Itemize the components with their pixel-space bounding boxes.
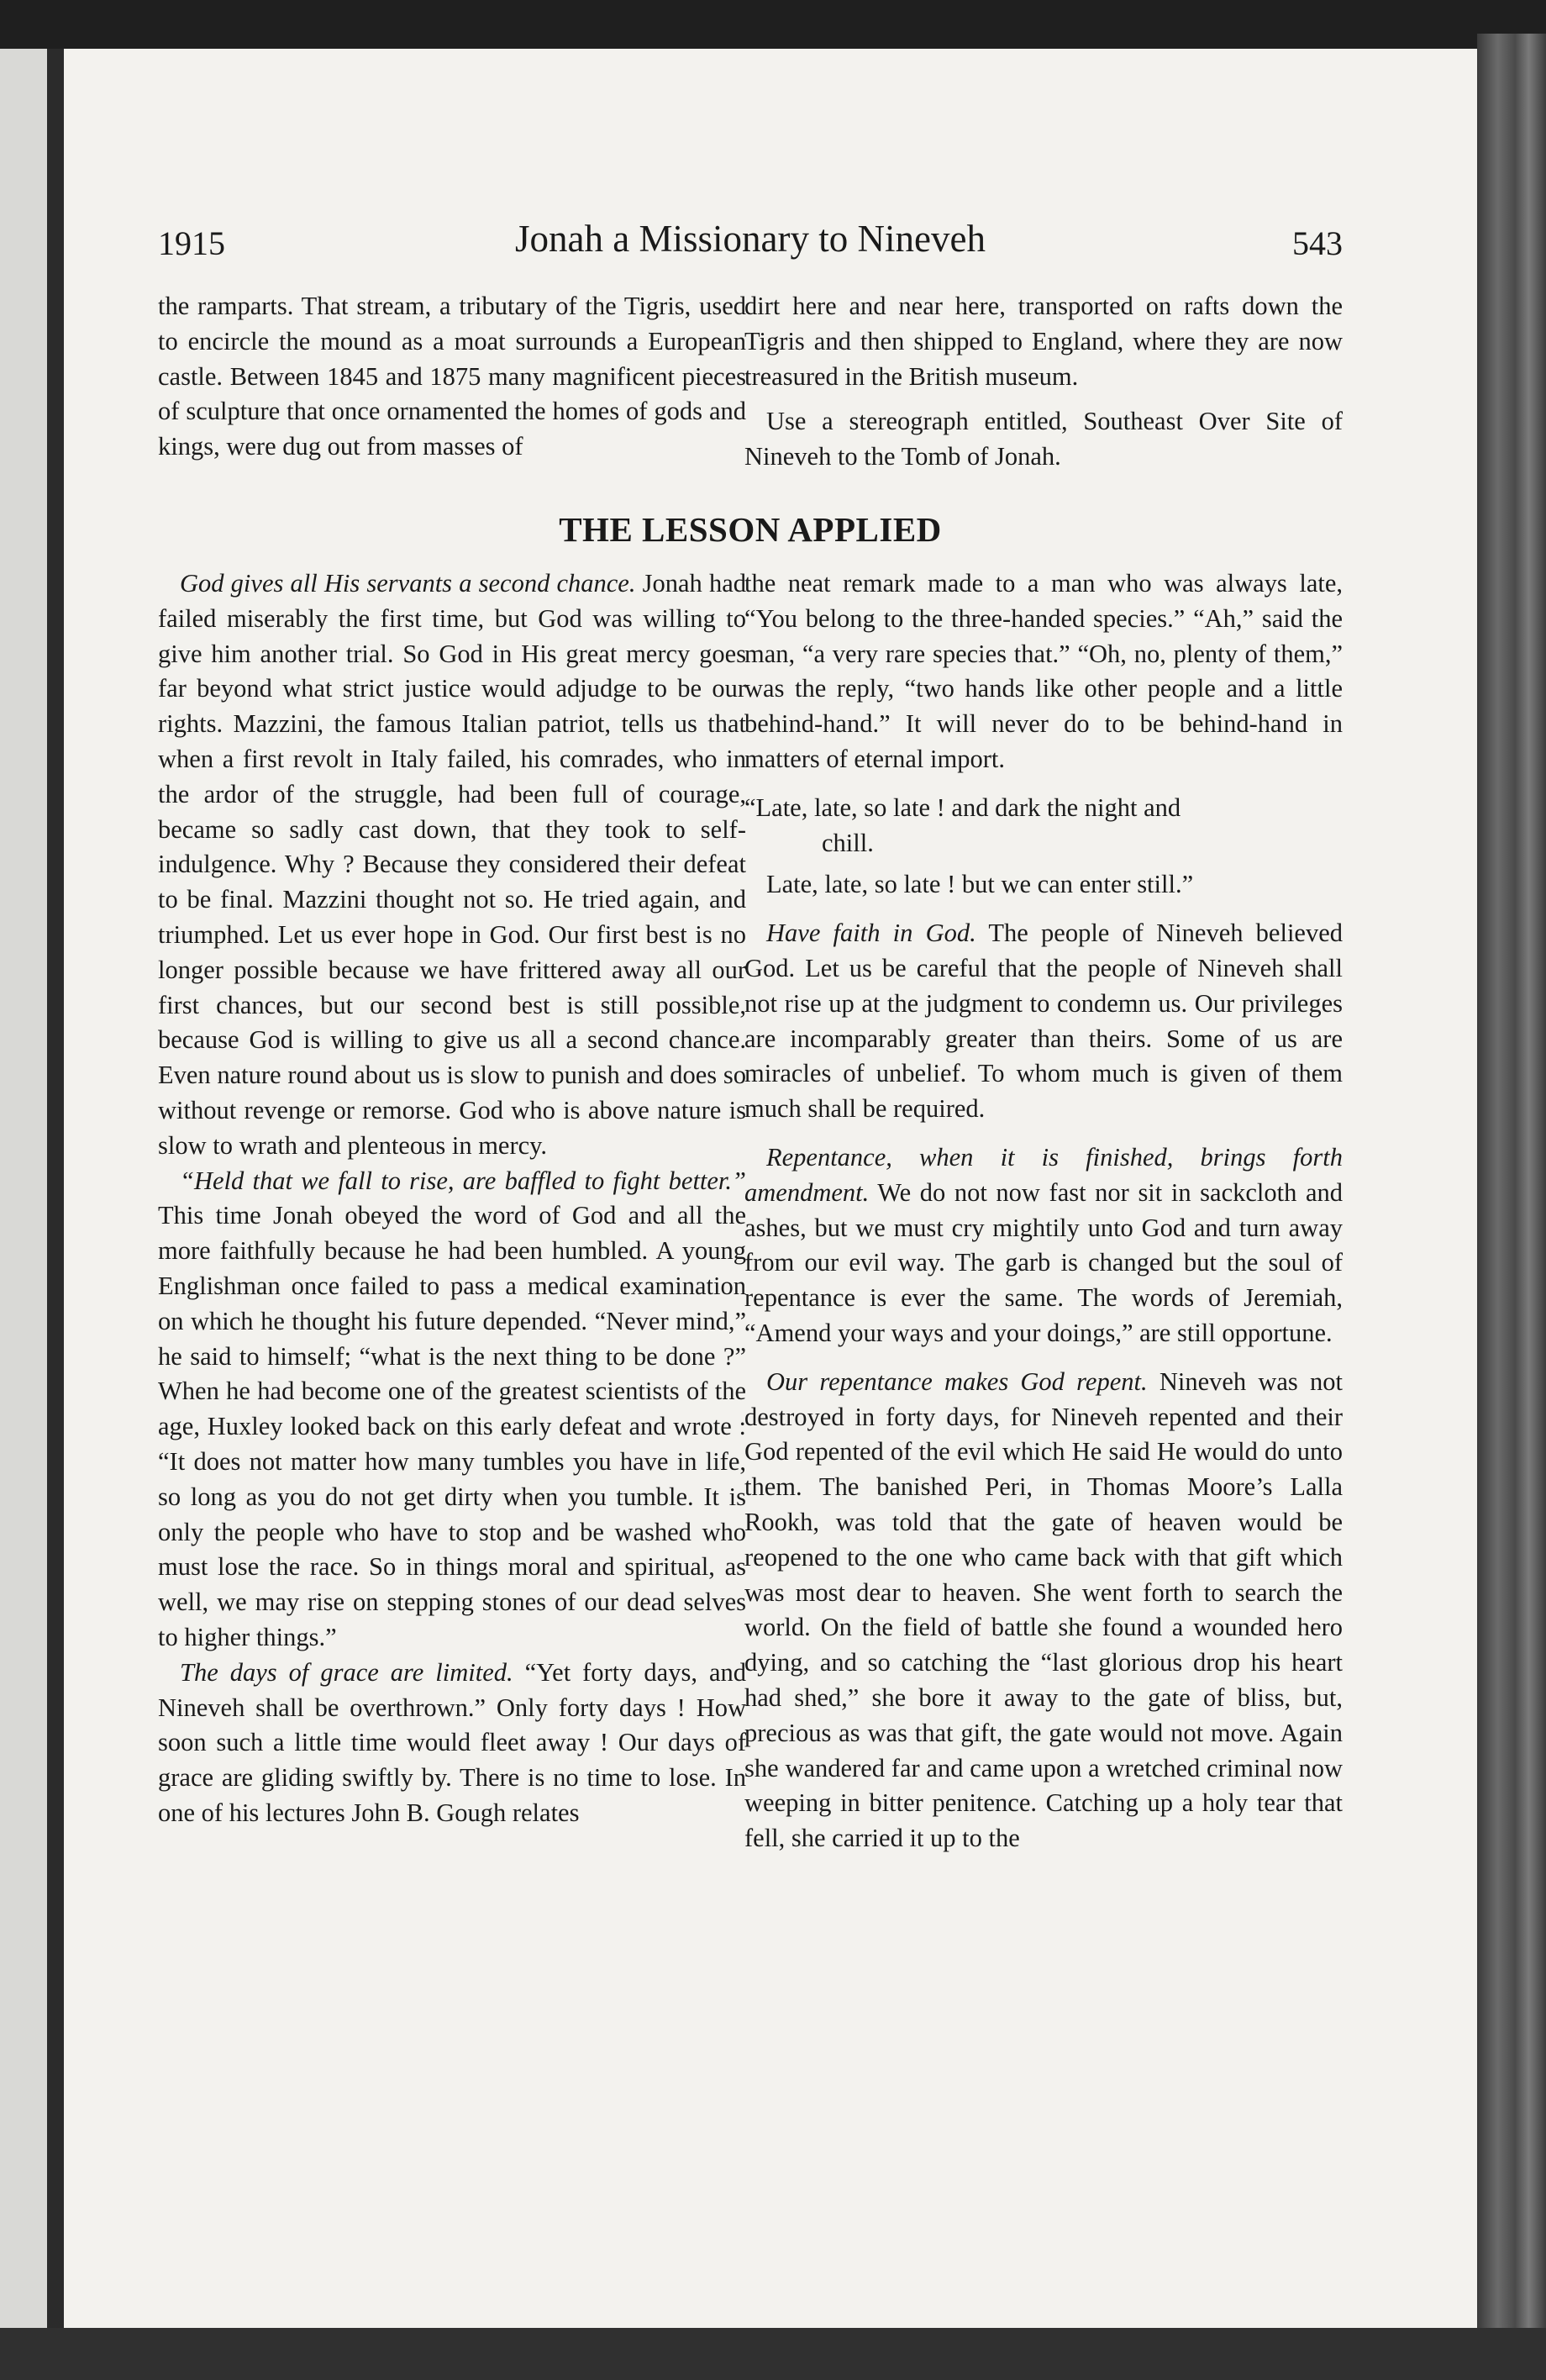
paragraph-body: This time Jonah obeyed the word of God and all the more faithfully because he had been humbled. A young Englishman once failed to pass a medical examination on which he thought his future depended. “Never mind,” he said to himself; “what is the next thing to be done ?” When he had become one of the greatest scientists of the age, Huxley looked back on this early defeat and wrote : “It does not matter how many tumbles you have in life, so long as you do not get dirty when you tumble. It is only the people who have to stop and be washed who must lose the race. So in things moral and spiritual, as well, we may rise on stepping stones of our dead selves to higher things.” <box>158 1201 746 1651</box>
binding-shadow <box>47 49 64 2328</box>
paragraph-body: Nineveh was not destroyed in forty days, for Nineveh repented and their God repented of the evil which He said He would do unto them. The banished Peri, in Thomas Moore’s Lalla Rookh, was told that the gate of heaven would be reopened to the one who came back with that gift which was most dear to heaven. She went forth to search the world. On the field of battle she found a wounded hero dying, and so catching the “last glorious drop his heart had shed,” she bore it away to the gate of bliss, but, precious as was that gift, the gate would not move. Again she wandered far and came upon a wretched criminal now weeping in bitter penitence. Catching up a holy tear that fell, she carried it up to the <box>744 1366 1343 1853</box>
scan-border-top <box>0 0 1546 49</box>
left-column <box>158 566 746 1831</box>
paragraph-lead: Our repentance makes God repent. <box>766 1366 1148 1396</box>
paragraph: the neat remark made to a man who was always late, “You belong to the three-handed species.” “Ah,” said the man, “a very rare species that.” “Oh, no, plenty of them,” was the reply, “two hands like other people and a little behind-hand.” It will never do to be behind-hand in matters of eternal import. <box>744 569 1343 773</box>
page-number: 543 <box>1292 224 1343 262</box>
paragraph <box>744 916 1343 1127</box>
book-page <box>64 49 1477 2328</box>
section-heading: THE LESSON APPLIED <box>559 510 942 549</box>
paragraph: the ramparts. That stream, a tributary of the Tigris, used to encircle the mound as a moat surrounds a European castle. Between 1845 and 1875 many magnificent pieces of sculpture that once ornamented the homes of gods and kings, were dug out from masses of <box>158 292 746 461</box>
header-year: 1915 <box>158 224 225 262</box>
paragraph-lead: The days of grace are limited. <box>180 1657 513 1687</box>
facing-page-edge <box>0 49 47 2328</box>
running-head <box>158 217 1343 267</box>
paragraph: dirt here and near here, transported on rafts down the Tigris and then shipped to England, where they are now treasured in the British museum. <box>744 292 1343 391</box>
scan-border-bottom <box>0 2328 1546 2380</box>
paragraph-body: “Yet forty days, and Nineveh shall be overthrown.” Only forty days ! How soon such a little time would fleet away ! Our days of grace are gliding swiftly by. There is no time to lose. In one of his lectures John B. Gough relates <box>158 1657 746 1827</box>
paragraph-lead: Repentance, when it is finished, brings forth amendment. <box>744 1142 1343 1207</box>
poem-line: “Late, late, so late ! and dark the night and <box>744 792 1181 822</box>
paragraph-body: We do not now fast nor sit in sackcloth and ashes, but we must cry mightily unto God and turn away from our evil way. The garb is changed but the soul of repentance is ever the same. The words of Jeremiah, “Amend your ways and your doings,” are still opportune. <box>744 1177 1343 1347</box>
paragraph-lead: God gives all His servants a second chance. <box>180 569 636 598</box>
paragraph-lead: “Held that we fall to rise, are baffled to fight better.” <box>180 1166 746 1195</box>
poem-quote <box>744 791 1343 903</box>
top-right-column <box>744 289 1343 475</box>
right-column <box>744 566 1343 1856</box>
paragraph-body: Jonah had failed miserably the first time, but God was willing to give him another trial. So God in His great mercy goes far beyond what strict justice would adjudge to be our rights. Mazzini, the famous Italian patriot, tells us that when a first revolt in Italy failed, his comrades, who in the ardor of the struggle, had been full of courage, became so sadly cast down, that they took to self-indulgence. Why ? Because they considered their defeat to be final. Mazzini thought not so. He tried again, and triumphed. Let us ever hope in God. Our first best is no longer possible because we have frittered away all our first chances, but our second best is still possible, because God is willing to give us all a second chance. Even nature round about us is slow to punish and does so without revenge or remorse. God who is above nature is slow to wrath and plenteous in mercy. <box>158 569 746 1160</box>
paragraph <box>158 1164 746 1656</box>
paragraph: Use a stereograph entitled, Southeast Over Site of Nineveh to the Tomb of Jonah. <box>744 407 1343 471</box>
paragraph-body: The people of Nineveh believed God. Let us be careful that the people of Nineveh shall not rise up at the judgment to condemn us. Our privileges are incomparably greater than theirs. Some of us are miracles of unbelief. To whom much is given of them much shall be required. <box>744 919 1343 1124</box>
top-left-column <box>158 289 746 465</box>
page-stack-edge <box>1477 34 1546 2336</box>
poem-line: chill. <box>822 828 874 857</box>
paragraph <box>158 566 746 1164</box>
paragraph <box>744 1365 1343 1856</box>
poem-line: Late, late, so late ! but we can enter still.” <box>766 870 1194 899</box>
paragraph-lead: Have faith in God. <box>766 919 976 948</box>
header-title: Jonah a Missionary to Nineveh <box>515 218 986 260</box>
paragraph <box>744 1140 1343 1351</box>
paragraph <box>158 1656 746 1831</box>
